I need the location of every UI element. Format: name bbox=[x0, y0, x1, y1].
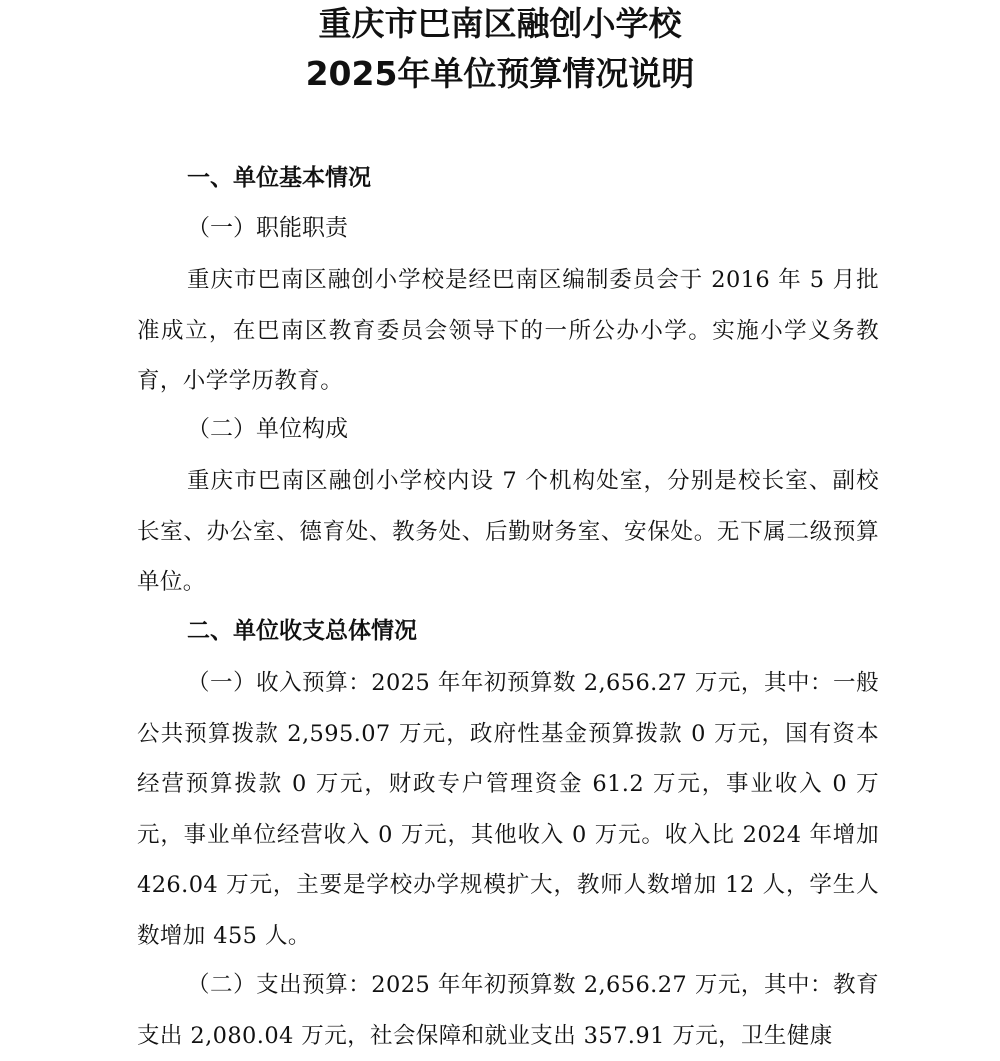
income-budget-text: 2025 年年初预算数 2,656.27 万元，其中：一般公共预算拨款 2,595.07 万元，政府性基金预算拨款 0 万元，国有资本经营预算拨款 0 万元，财政专户管理资金 61.2 万元，事业收入 0 万元，事业单位经营收入 0 万元，其他收入 0 万元。收入比 2024 年增加 426.04 万元，主要是学校办学规模扩大，教师人数增加 12 人，学生人数增加 455 人。 bbox=[137, 670, 879, 949]
income-budget-lead: （一）收入预算： bbox=[187, 670, 372, 696]
paragraph-composition: 重庆市巴南区融创小学校内设 7 个机构处室，分别是校长室、副校长室、办公室、德育处、教务处、后勤财务室、安保处。无下属二级预算单位。 bbox=[137, 468, 879, 595]
section-heading-basic-info: 一、单位基本情况 bbox=[187, 165, 371, 191]
paragraph-expenditure-budget bbox=[137, 960, 879, 1061]
subheading-functions: （一）职能职责 bbox=[187, 215, 348, 241]
document-title-line2: 2025年单位预算情况说明 bbox=[305, 54, 695, 93]
paragraph-income-budget bbox=[137, 658, 879, 961]
section-heading-budget-overview: 二、单位收支总体情况 bbox=[187, 618, 417, 644]
document-title-line1: 重庆市巴南区融创小学校 bbox=[318, 4, 682, 43]
expenditure-budget-text: 2025 年年初预算数 2,656.27 万元，其中：教育支出 2,080.04 万元，社会保障和就业支出 357.91 万元，卫生健康 bbox=[137, 972, 879, 1049]
subheading-composition: （二）单位构成 bbox=[187, 416, 348, 442]
paragraph-functions: 重庆市巴南区融创小学校是经巴南区编制委员会于 2016 年 5 月批准成立，在巴南区教育委员会领导下的一所公办小学。实施小学义务教育，小学学历教育。 bbox=[137, 267, 879, 394]
expenditure-budget-lead: （二）支出预算： bbox=[187, 972, 372, 998]
